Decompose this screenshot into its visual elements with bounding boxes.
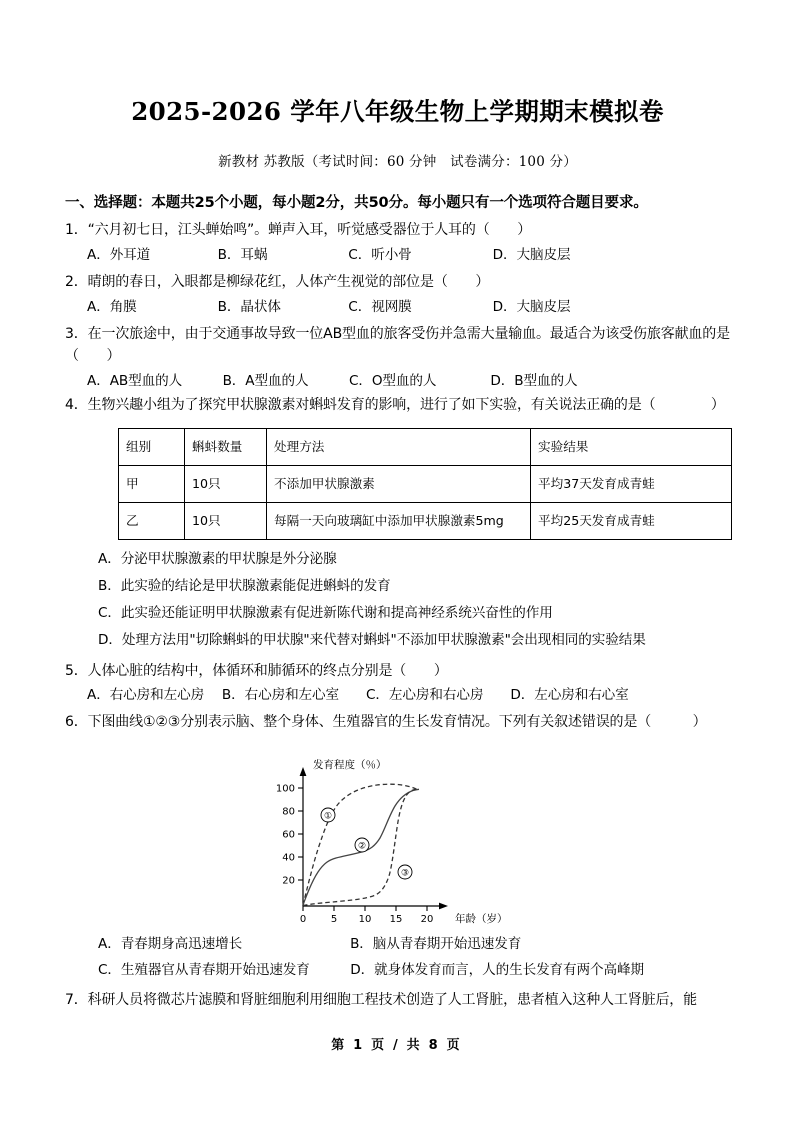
table-header-row xyxy=(119,428,732,465)
table-cell-result-a: 平均37天发育成青蛙 xyxy=(531,465,732,502)
section-heading: 一、选择题：本题共25个小题，每小题2分，共50分。每小题只有一个选项符合题目要求。 xyxy=(65,195,648,212)
question-6 xyxy=(65,706,730,983)
question-2-stem: 2．晴朗的春日，入眼都是柳绿花红，人体产生视觉的部位是（ ） xyxy=(65,274,490,291)
table-row xyxy=(119,465,732,502)
question-3 xyxy=(65,318,730,392)
table-header-method: 处理方法 xyxy=(267,428,531,465)
question-2-options[interactable]: A．角膜 B．晶状体 C．视网膜 D．大脑皮层 xyxy=(87,298,571,315)
question-7 xyxy=(65,984,730,1012)
growth-curve-figure xyxy=(65,734,730,928)
x-axis-title: 年龄（岁） xyxy=(454,912,507,925)
question-4-option-b[interactable]: B．此实验的结论是甲状腺激素能促进蝌蚪的发育 xyxy=(98,578,391,594)
growth-curve-svg xyxy=(273,756,523,928)
question-5-stem: 5．人体心脏的结构中，体循环和肺循环的终点分别是（ ） xyxy=(65,662,448,679)
question-6-option-row-1[interactable]: A．青春期身高迅速增长 B．脑从青春期开始迅速发育 xyxy=(98,935,522,952)
table-cell-group-b: 乙 xyxy=(119,502,185,539)
question-4-option-d[interactable]: D．处理方法用"切除蝌蚪的甲状腺"来代替对蝌蚪"不添加甲状腺激素"会出现相同的实验结果 xyxy=(98,632,646,649)
table-cell-group-a: 甲 xyxy=(119,465,185,502)
question-4-stem: 4．生物兴趣小组为了探究甲状腺激素对蝌蚪发育的影响，进行了如下实验，有关说法正确的是（ ） xyxy=(65,397,725,414)
y-axis-arrow xyxy=(299,767,306,776)
svg-text:5: 5 xyxy=(330,913,337,925)
annotation-label-1: ① xyxy=(323,811,332,822)
experiment-table xyxy=(118,428,732,540)
y-axis-ticks xyxy=(298,788,303,880)
table-header-result: 实验结果 xyxy=(531,428,732,465)
question-4-option-a[interactable]: A．分泌甲状腺激素的甲状腺是外分泌腺 xyxy=(98,550,337,567)
table-header-group: 组别 xyxy=(119,428,185,465)
question-5-options[interactable]: A．右心房和左心房 B．右心房和左心室 C．左心房和右心房 D．左心房和右心室 xyxy=(87,687,629,704)
svg-text:20: 20 xyxy=(420,913,433,925)
question-1-stem: 1．“六月初七日，江头蝉始鸣”。蝉声入耳，听觉感受器位于人耳的（ ） xyxy=(65,222,532,239)
x-axis-tick-labels xyxy=(299,914,433,925)
svg-text:0: 0 xyxy=(299,913,306,925)
question-3-stem: 3．在一次旅途中，由于交通事故导致一位AB型血的旅客受伤并急需大量输血。最适合为该受伤旅客献血的是（ ） xyxy=(65,325,730,365)
svg-text:20: 20 xyxy=(281,875,295,887)
question-2 xyxy=(65,266,730,318)
question-4-option-c[interactable]: C．此实验还能证明甲状腺激素有促进新陈代谢和提高神经系统兴奋性的作用 xyxy=(98,605,553,622)
annotation-label-3: ③ xyxy=(400,868,409,879)
table-row xyxy=(119,502,732,539)
svg-text:60: 60 xyxy=(281,829,295,841)
table-cell-count-a: 10只 xyxy=(185,465,267,502)
question-3-options[interactable]: A．AB型血的人 B．A型血的人 C．O型血的人 D．B型血的人 xyxy=(87,373,578,390)
annotation-label-2: ② xyxy=(357,841,366,852)
page-title: 2025-2026 学年八年级生物上学期期末模拟卷 xyxy=(131,97,664,126)
page-footer: 第 1 页 / 共 8 页 xyxy=(331,1038,462,1053)
question-6-stem: 6．下图曲线①②③分别表示脑、整个身体、生殖器官的生长发育情况。下列有关叙述错误的是（ ） xyxy=(65,714,707,731)
question-7-stem: 7．科研人员将微芯片滤膜和肾脏细胞利用细胞工程技术创造了人工肾脏，患者植入这种人工肾脏后，能 xyxy=(65,991,698,1008)
curve-annotations xyxy=(321,808,412,879)
question-6-options xyxy=(65,928,730,984)
question-6-option-row-2[interactable]: C．生殖器官从青春期开始迅速发育 D．就身体发育而言，人的生长发育有两个高峰期 xyxy=(98,961,645,978)
table-cell-method-b: 每隔一天向玻璃缸中添加甲状腺激素5mg xyxy=(267,502,531,539)
question-4 xyxy=(65,392,730,654)
table-cell-result-b: 平均25天发育成青蛙 xyxy=(531,502,732,539)
question-4-options xyxy=(65,540,730,655)
growth-curve-chart xyxy=(273,756,523,928)
table-header-count: 蝌蚪数量 xyxy=(185,428,267,465)
question-1 xyxy=(65,214,730,266)
question-5 xyxy=(65,655,730,707)
x-axis-ticks xyxy=(303,906,427,911)
svg-text:100: 100 xyxy=(275,783,295,795)
page-subtitle: 新教材 苏教版（考试时间：60 分钟 试卷满分：100 分） xyxy=(218,154,577,171)
y-axis-title: 发育程度（％） xyxy=(312,758,386,771)
svg-text:40: 40 xyxy=(281,852,295,864)
x-axis-arrow xyxy=(439,903,448,910)
table-cell-method-a: 不添加甲状腺激素 xyxy=(267,465,531,502)
question-1-options[interactable]: A．外耳道 B．耳蜗 C．听小骨 D．大脑皮层 xyxy=(87,247,571,264)
table-cell-count-b: 10只 xyxy=(185,502,267,539)
page-content xyxy=(65,0,730,1011)
y-axis-tick-labels xyxy=(275,783,294,886)
svg-text:15: 15 xyxy=(389,913,402,925)
experiment-table-wrapper xyxy=(65,417,730,540)
svg-text:80: 80 xyxy=(281,806,295,818)
svg-text:10: 10 xyxy=(358,913,371,925)
